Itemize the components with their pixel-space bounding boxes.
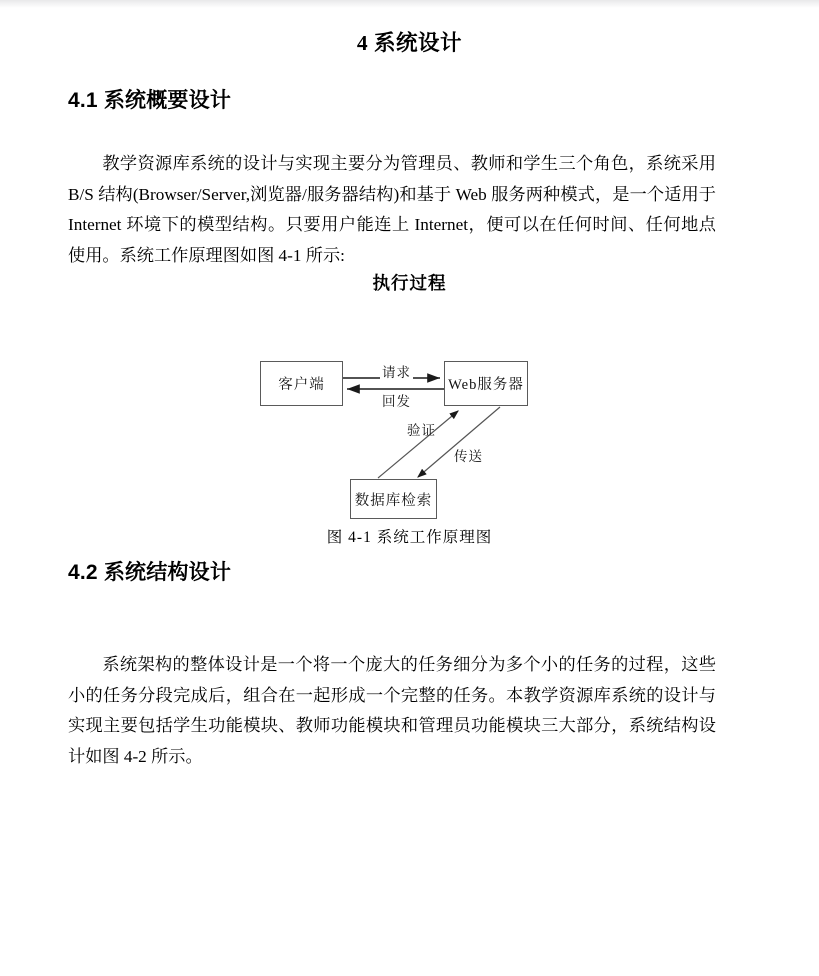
- diagram-node-web-server-label: Web服务器: [448, 377, 524, 393]
- section-paragraph-4-1: 教学资源库系统的设计与实现主要分为管理员、教师和学生三个角色，系统采用 B/S 结构(Browser/Server,浏览器/服务器结构)和基于 Web 服务两种模式，是一个适用于 Internet 环境下的模型结构。只要用户能连上 Internet，便可以在任何时间、任何地点使用。系统工作原理图如图 4-1 所示:: [68, 154, 716, 265]
- edge-label-postback: 回发: [380, 390, 413, 410]
- section-heading-4-1: 4.1 系统概要设计: [68, 89, 232, 112]
- edge-label-verify: 验证: [407, 423, 436, 438]
- section-heading-4-2: 4.2 系统结构设计: [68, 561, 232, 584]
- page-top-edge: [0, 0, 819, 8]
- page-title: 4 系统设计: [356, 31, 463, 55]
- figure-4-1: [0, 270, 819, 547]
- section-paragraph-4-2: 系统架构的整体设计是一个将一个庞大的任务细分为多个小的任务的过程，这些小的任务分段完成后，组合在一起形成一个完整的任务。本教学资源库系统的设计与实现主要包括学生功能模块、教师功能模块和管理员功能模块三大部分，系统结构设计如图 4-2 所示。: [68, 655, 716, 766]
- figure-title: 执行过程: [372, 273, 447, 293]
- diagram-node-database-label: 数据库检索: [354, 492, 433, 509]
- arrow-send: [418, 407, 500, 477]
- edge-label-send: 传送: [454, 449, 483, 464]
- diagram-node-web-server: [444, 361, 528, 406]
- diagram-node-client-label: 客户端: [278, 377, 325, 393]
- figure-caption: 图 4-1 系统工作原理图: [326, 529, 493, 546]
- document-page: [0, 8, 819, 976]
- diagram-canvas: [0, 295, 819, 525]
- diagram-node-client: [260, 361, 343, 406]
- edge-label-request: 请求: [380, 361, 413, 381]
- diagram-node-database: [350, 479, 437, 519]
